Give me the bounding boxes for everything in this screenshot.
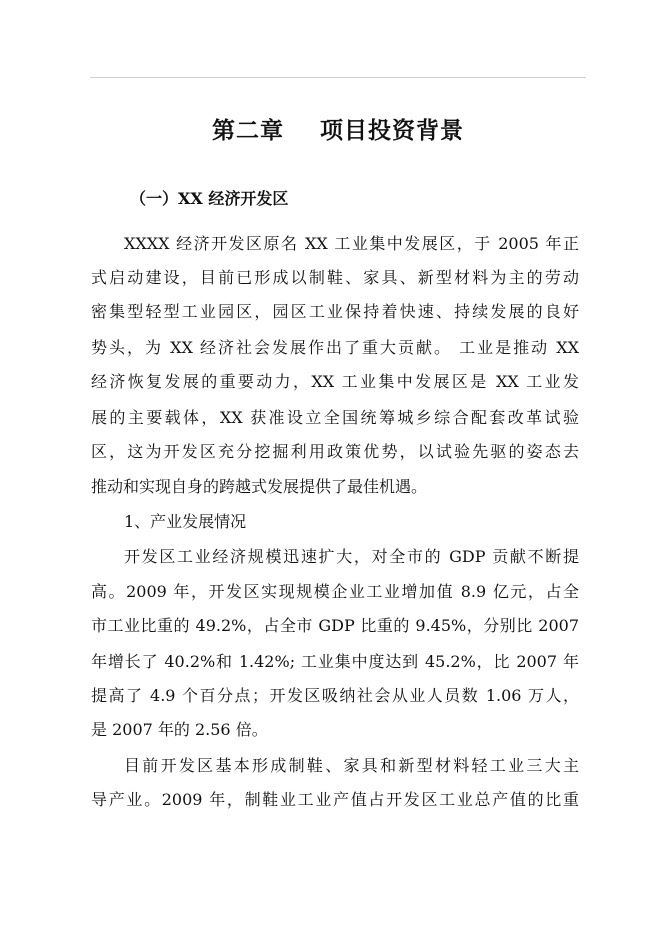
paragraph-line: 是 2007 年的 2.56 倍。	[91, 720, 268, 739]
paragraph-line: 区，这为开发区充分挖掘利用政策优势，以试验先驱的姿态去	[91, 442, 579, 461]
paragraph-line: XXXX 经济开发区原名 XX 工业集中发展区，于 2005 年正	[124, 234, 579, 253]
paragraph-line: 势头，为 XX 经济社会发展作出了重大贡献。 工业是推动 XX	[91, 338, 579, 357]
paragraph-line: 推动和实现自身的跨越式发展提供了最佳机遇。	[91, 477, 428, 496]
paragraph-line: 提高了 4.9 个百分点；开发区吸纳社会从业人员数 1.06 万人，	[91, 686, 579, 705]
paragraph-line: 经济恢复发展的重要动力，XX 工业集中发展区是 XX 工业发	[91, 372, 579, 391]
subheading: 1、产业发展情况	[124, 512, 247, 531]
paragraph-line: 高。2009 年，开发区实现规模企业工业增加值 8.9 亿元，占全	[91, 582, 579, 601]
paragraph-line: 密集型轻型工业园区，园区工业保持着快速、持续发展的良好	[91, 302, 579, 321]
paragraph-line: 式启动建设，目前已形成以制鞋、家具、新型材料为主的劳动	[91, 268, 579, 287]
paragraph-line: 导产业。2009 年，制鞋业工业产值占开发区工业总产值的比重	[91, 790, 579, 809]
paragraph-line: 展的主要载体，XX 获准设立全国统筹城乡综合配套改革试验	[91, 408, 579, 427]
header-rule	[90, 77, 586, 78]
paragraph-line: 市工业比重的 49.2%，占全市 GDP 比重的 9.45%，分别比 2007	[91, 616, 579, 635]
chapter-title: 第二章 项目投资背景	[211, 117, 465, 144]
paragraph-line: 目前开发区基本形成制鞋、家具和新型材料轻工业三大主	[124, 756, 579, 775]
section-title: （一）XX 经济开发区	[130, 189, 289, 208]
paragraph-line: 年增长了 40.2%和 1.42%; 工业集中度达到 45.2%，比 2007 年	[91, 652, 579, 671]
paragraph-line: 开发区工业经济规模迅速扩大，对全市的 GDP 贡献不断提	[124, 547, 579, 566]
